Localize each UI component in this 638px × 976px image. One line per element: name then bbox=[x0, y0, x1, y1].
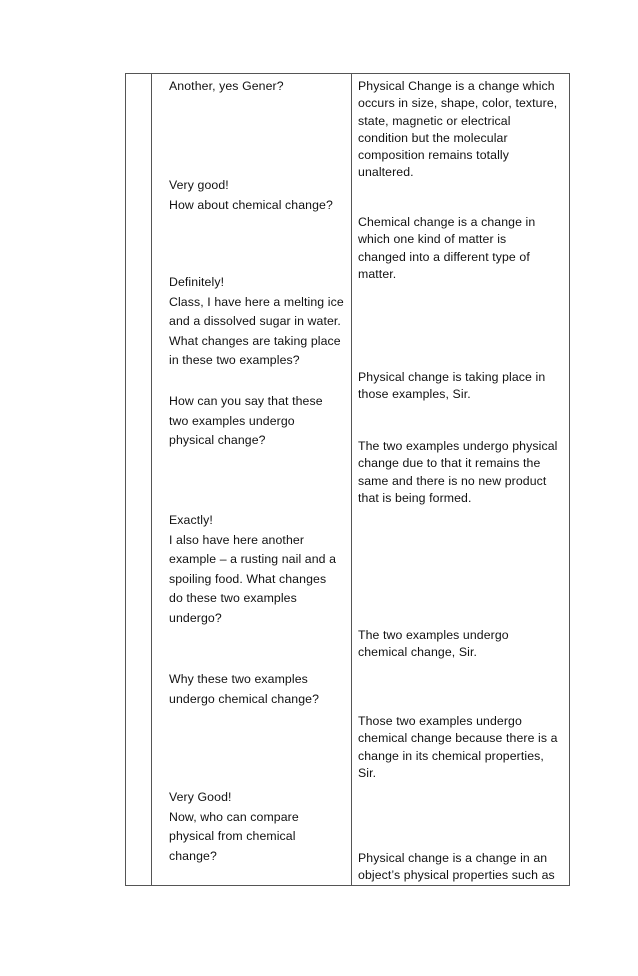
teacher-line-3: Definitely! Class, I have here a melting ice and a dissolved sugar in water. What changes are taking place in these two examples? bbox=[169, 275, 344, 367]
column-divider-middle bbox=[351, 74, 352, 885]
column-divider-left bbox=[151, 74, 152, 885]
teacher-line-2: Very good! How about chemical change? bbox=[169, 178, 333, 212]
student-line-5: The two examples undergo chemical change, Sir. bbox=[358, 628, 509, 660]
student-line-2: Chemical change is a change in which one kind of matter is changed into a different type of matter. bbox=[358, 215, 536, 281]
teacher-line-7: Very Good! Now, who can compare physical from chemical change? bbox=[169, 790, 299, 863]
student-line-6: Those two examples undergo chemical change because there is a change in its chemical properties, Sir. bbox=[358, 714, 558, 780]
teacher-line-4: How can you say that these two examples undergo physical change? bbox=[169, 394, 323, 447]
student-line-4: The two examples undergo physical change due to that it remains the same and there is no new product that is being formed. bbox=[358, 439, 558, 505]
student-line-7: Physical change is a change in an object’s physical properties such as bbox=[358, 851, 555, 883]
student-line-1: Physical Change is a change which occurs in size, shape, color, texture, state, magnetic or electrical condition but the molecular composition remains totally unaltered. bbox=[358, 79, 558, 180]
teacher-line-1: Another, yes Gener? bbox=[169, 79, 284, 93]
teacher-line-6: Why these two examples undergo chemical change? bbox=[169, 672, 320, 706]
dialogue-table bbox=[125, 73, 570, 886]
student-line-3: Physical change is taking place in those examples, Sir. bbox=[358, 370, 546, 402]
teacher-line-5: Exactly! I also have here another example – a rusting nail and a spoiling food. What changes do these two examples undergo? bbox=[169, 513, 337, 625]
